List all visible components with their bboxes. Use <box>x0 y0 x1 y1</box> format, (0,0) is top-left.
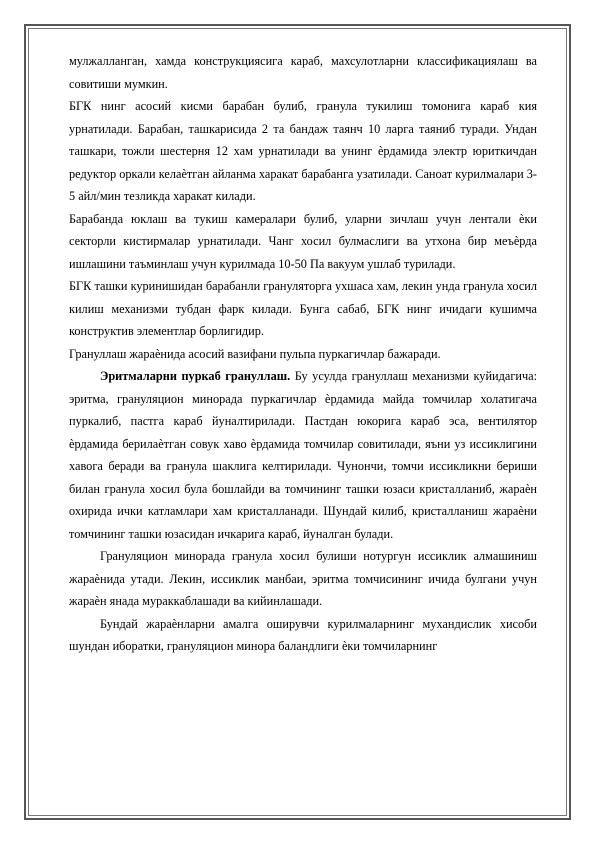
paragraph-4: БГК ташки куринишидан барабанли грануляторга ухшаса хам, лекин унда гранула хосил килиш механизми тубдан фарк килади. Бунга сабаб, БГК нинг ичидаги кушимча конструктив элементлар борлигидир. <box>69 279 537 338</box>
paragraph-3: Барабанда юклаш ва тукиш камералари булиб, уларни зичлаш учун лентали ѐки секторли кистирмалар урнатилади. Чанг хосил булмаслиги ва утхона бир меъѐрда ишлашини таъминлаш учун курилмада 10-50 Па вакуум ушлаб турилади. <box>69 211 537 271</box>
paragraph-2: БГК нинг асосий кисми барабан булиб, гранула тукилиш томонига караб кия урнатилади. Барабан, ташкарисида 2 та бандаж таянч 10 ларга таяниб туради. Ундан ташкари, тожли шестерня 12 хам урнатилади ва унинг ѐрдамида электр юриткичдан редуктор оркали келаѐтган айланма харакат барабанга узатилади. Саноат курилмалари 3-5 айл/мин тезликда харакат килади. <box>69 99 537 203</box>
body-text <box>69 50 537 658</box>
paragraph-1: мулжалланган, хамда конструкциясига караб, махсулотларни классификациялаш ва совитиши мумкин. <box>69 54 537 91</box>
paragraph-6-body: Бу усулда грануллаш механизми куйидагича: эритма, грануляцион минорада пуркагичлар ѐрдамида майда томчилар холатигача пуркалиб, пастга караб йуналтирилади. Пастдан юкорига караб эса, вентилятор ѐрдамида берилаѐтган совук хаво ѐрдамида томчилар совитилади, яъни уз иссиклигини хавога беради ва гранула шаклига келтирилади. Чунончи, томчи иссикликни бериши билан гранула хосил була бошлайди ва томчининг ташки юзаси кристалланиб, жараѐн охирида ички катламлари хам кристалланади. Шундай килиб, кристалланиш жараѐни томчининг ташки юзасидан ичкарига караб, йуналган булади. <box>69 369 538 541</box>
paragraph-8: Бундай жараѐнларни амалга оширувчи курилмаларнинг мухандислик хисоби шундан иборатки, грануляцион минора баландлиги ѐки томчиларнинг <box>69 616 537 653</box>
paragraph-7: Грануляцион минорада гранула хосил булиши нотургун иссиклик алмашиниш жараѐнида утади. Лекин, иссиклик манбаи, эритма томчисининг ичида булгани учун жараѐн янада мураккаблашади ва кийинлашади. <box>69 549 537 608</box>
paragraph-6 <box>69 365 537 545</box>
paragraph-5: Грануллаш жараѐнида асосий вазифани пульпа пуркагичлар бажаради. <box>69 346 441 361</box>
section-heading: Эритмаларни пуркаб грануллаш. <box>100 369 291 383</box>
